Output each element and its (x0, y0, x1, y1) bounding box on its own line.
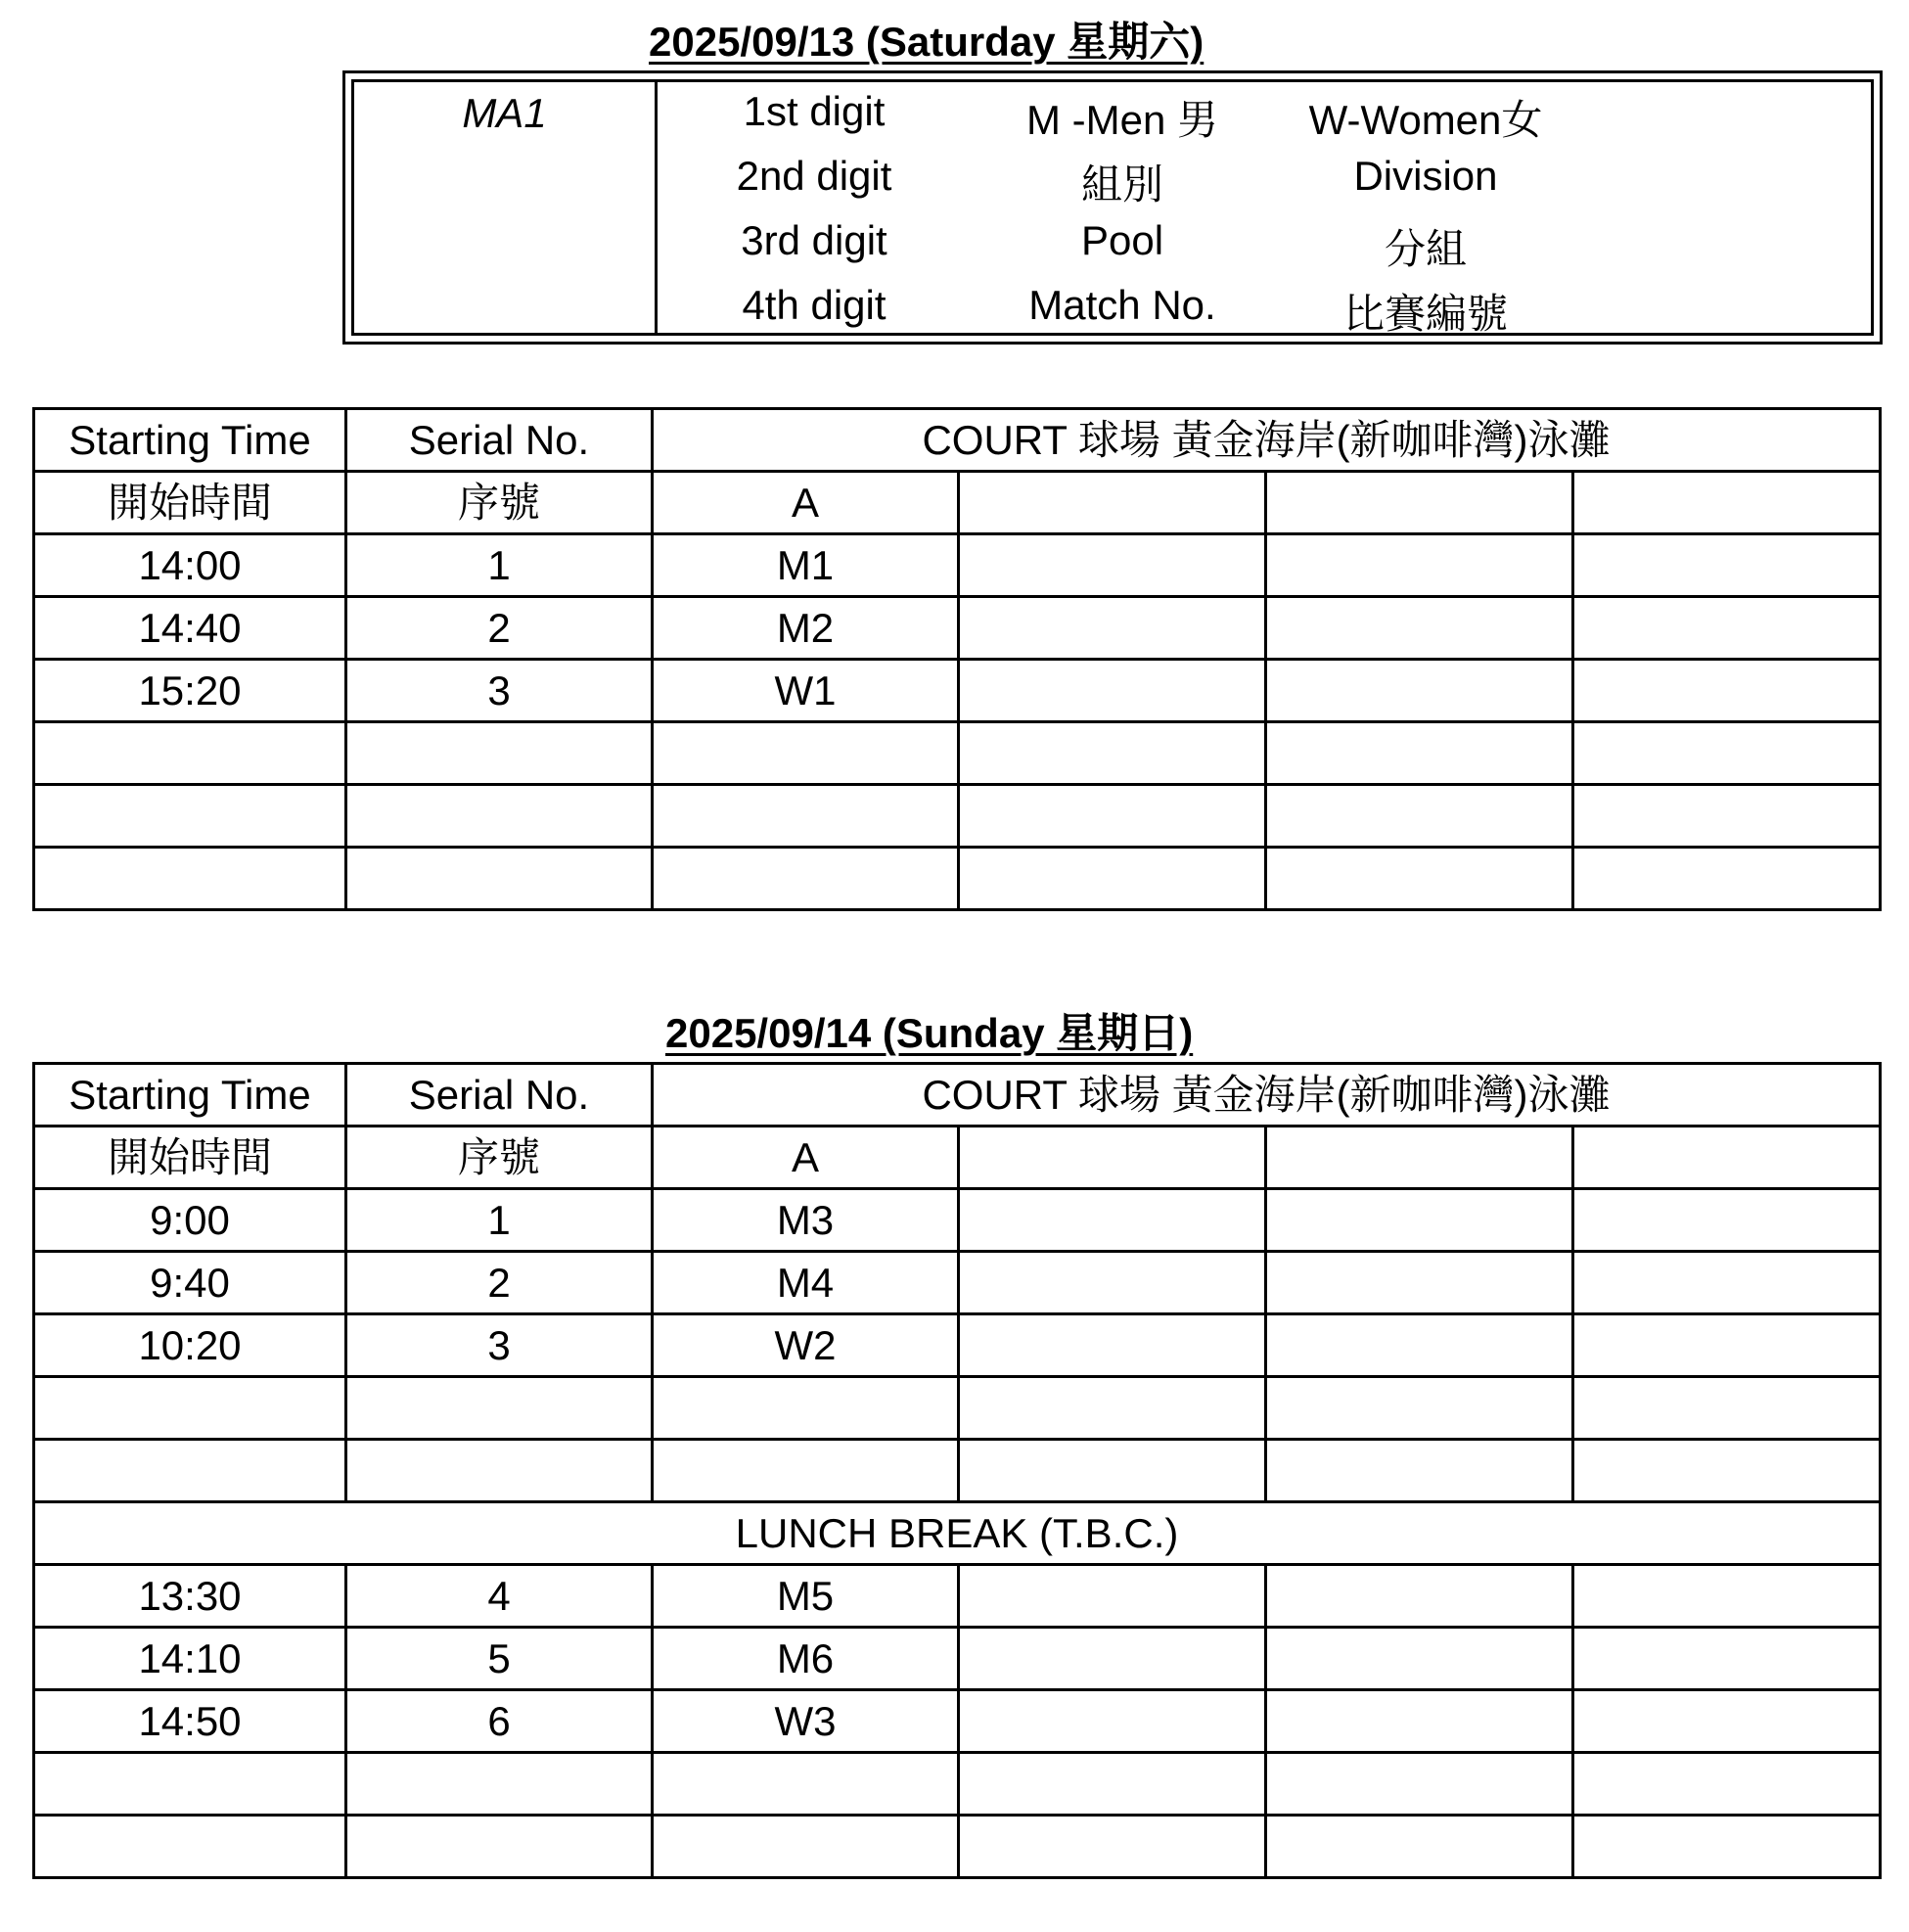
empty-cell (1266, 1377, 1573, 1440)
header-serial-no-zh: 序號 (346, 472, 653, 534)
day1-schedule-table (32, 407, 1882, 911)
header-court: COURT 球場 黃金海岸(新咖啡灣)泳灘 (653, 1064, 1881, 1127)
day2-schedule-table (32, 1062, 1882, 1879)
start-time-cell (34, 1753, 346, 1816)
empty-cell (959, 1440, 1266, 1502)
header-starting-time-zh: 開始時間 (34, 1127, 346, 1189)
empty-cell (1266, 660, 1573, 722)
table-row (34, 1189, 1881, 1252)
start-time-cell (34, 722, 346, 785)
legend-row (658, 211, 1871, 277)
empty-cell (959, 1127, 1266, 1189)
empty-cell (959, 534, 1266, 597)
table-row (34, 534, 1881, 597)
empty-cell (1266, 848, 1573, 910)
code-legend-inner (351, 79, 1874, 336)
match-code-cell: W2 (653, 1314, 959, 1377)
header-row (34, 409, 1881, 472)
empty-cell (1266, 1127, 1573, 1189)
empty-cell (1573, 597, 1881, 660)
match-code-cell (653, 1753, 959, 1816)
serial-no-cell (346, 722, 653, 785)
empty-cell (959, 1377, 1266, 1440)
empty-cell (1266, 534, 1573, 597)
empty-cell (1573, 1690, 1881, 1753)
start-time-cell: 9:00 (34, 1189, 346, 1252)
legend-meaning: 組別 (1080, 161, 1163, 207)
serial-no-cell: 6 (346, 1690, 653, 1753)
table-row (34, 1377, 1881, 1440)
header-court: COURT 球場 黃金海岸(新咖啡灣)泳灘 (653, 409, 1881, 472)
empty-cell (1266, 722, 1573, 785)
header-starting-time: Starting Time (34, 1064, 346, 1127)
table-row (34, 722, 1881, 785)
empty-cell (959, 785, 1266, 848)
day1-title: 2025/09/13 (Saturday 星期六) (649, 19, 1204, 65)
header-row (34, 1064, 1881, 1127)
start-time-cell: 14:00 (34, 534, 346, 597)
start-time-cell (34, 848, 346, 910)
empty-cell (959, 1252, 1266, 1314)
header-serial-no: Serial No. (346, 1064, 653, 1127)
table-row (34, 1440, 1881, 1502)
empty-cell (1266, 1252, 1573, 1314)
empty-cell (959, 1816, 1266, 1878)
legend-meaning-alt: 分組 (1384, 226, 1467, 272)
match-code-cell: W3 (653, 1690, 959, 1753)
empty-cell (1573, 660, 1881, 722)
start-time-cell (34, 785, 346, 848)
serial-no-cell: 1 (346, 534, 653, 597)
empty-cell (959, 1189, 1266, 1252)
match-code-cell: M4 (653, 1252, 959, 1314)
empty-cell (1573, 1314, 1881, 1377)
start-time-cell: 15:20 (34, 660, 346, 722)
match-code-cell (653, 722, 959, 785)
empty-cell (1573, 722, 1881, 785)
empty-cell (1266, 1690, 1573, 1753)
header-row (34, 1127, 1881, 1189)
start-time-cell: 10:20 (34, 1314, 346, 1377)
match-code-cell: M5 (653, 1565, 959, 1628)
legend-meaning: Match No. (1028, 282, 1216, 328)
serial-no-cell: 2 (346, 597, 653, 660)
empty-cell (1573, 785, 1881, 848)
legend-digit: 4th digit (742, 282, 886, 328)
empty-cell (959, 722, 1266, 785)
serial-no-cell (346, 1753, 653, 1816)
table-row (34, 1628, 1881, 1690)
match-code-cell (653, 785, 959, 848)
empty-cell (1573, 1753, 1881, 1816)
empty-cell (1573, 1628, 1881, 1690)
table-row (34, 660, 1881, 722)
empty-cell (1573, 1440, 1881, 1502)
empty-cell (1266, 785, 1573, 848)
legend-meaning: M -Men 男 (1025, 97, 1218, 143)
empty-cell (1266, 1189, 1573, 1252)
serial-no-cell (346, 1816, 653, 1878)
empty-cell (1573, 848, 1881, 910)
empty-cell (1573, 1377, 1881, 1440)
match-code-cell: M2 (653, 597, 959, 660)
day2-morning-rows (34, 1189, 1881, 1502)
legend-row (658, 82, 1871, 148)
start-time-cell (34, 1377, 346, 1440)
empty-cell (959, 1753, 1266, 1816)
empty-cell (1573, 1816, 1881, 1878)
header-row (34, 472, 1881, 534)
empty-cell (959, 1565, 1266, 1628)
empty-cell (959, 660, 1266, 722)
legend-row (658, 276, 1871, 342)
start-time-cell: 14:50 (34, 1690, 346, 1753)
serial-no-cell (346, 785, 653, 848)
legend-meaning-alt: W-Women女 (1308, 97, 1543, 143)
serial-no-cell: 3 (346, 660, 653, 722)
match-code-cell: M1 (653, 534, 959, 597)
empty-cell (959, 597, 1266, 660)
empty-cell (1573, 1252, 1881, 1314)
header-court-a: A (653, 1127, 959, 1189)
lunch-break-row (34, 1502, 1881, 1565)
start-time-cell: 14:10 (34, 1628, 346, 1690)
empty-cell (1266, 1314, 1573, 1377)
header-starting-time: Starting Time (34, 409, 346, 472)
empty-cell (1573, 472, 1881, 534)
empty-cell (1573, 1565, 1881, 1628)
serial-no-cell: 2 (346, 1252, 653, 1314)
table-row (34, 848, 1881, 910)
serial-no-cell: 1 (346, 1189, 653, 1252)
start-time-cell: 9:40 (34, 1252, 346, 1314)
serial-no-cell: 3 (346, 1314, 653, 1377)
serial-no-cell: 4 (346, 1565, 653, 1628)
legend-digit: 2nd digit (736, 153, 892, 199)
header-court-a: A (653, 472, 959, 534)
empty-cell (1266, 472, 1573, 534)
serial-no-cell (346, 1440, 653, 1502)
match-code-cell (653, 1377, 959, 1440)
empty-cell (1266, 1565, 1573, 1628)
empty-cell (1573, 1189, 1881, 1252)
table-row (34, 785, 1881, 848)
header-serial-no-zh: 序號 (346, 1127, 653, 1189)
empty-cell (959, 1314, 1266, 1377)
legend-meaning-alt: Division (1353, 153, 1498, 199)
table-row (34, 1753, 1881, 1816)
day1-rows (34, 534, 1881, 910)
empty-cell (1266, 1628, 1573, 1690)
empty-cell (959, 848, 1266, 910)
serial-no-cell (346, 1377, 653, 1440)
serial-no-cell: 5 (346, 1628, 653, 1690)
empty-cell (1266, 1440, 1573, 1502)
day2-title: 2025/09/14 (Sunday 星期日) (665, 1010, 1194, 1056)
table-row (34, 1314, 1881, 1377)
start-time-cell (34, 1440, 346, 1502)
empty-cell (959, 1690, 1266, 1753)
empty-cell (1573, 534, 1881, 597)
header-starting-time-zh: 開始時間 (34, 472, 346, 534)
match-code-cell (653, 1816, 959, 1878)
start-time-cell (34, 1816, 346, 1878)
legend-digit: 1st digit (743, 88, 886, 134)
legend-meaning: Pool (1080, 217, 1164, 263)
empty-cell (959, 1628, 1266, 1690)
match-code-cell: M3 (653, 1189, 959, 1252)
header-serial-no: Serial No. (346, 409, 653, 472)
day2-afternoon-rows (34, 1565, 1881, 1878)
table-row (34, 1690, 1881, 1753)
start-time-cell: 14:40 (34, 597, 346, 660)
serial-no-cell (346, 848, 653, 910)
table-row (34, 1252, 1881, 1314)
match-code-cell (653, 848, 959, 910)
empty-cell (1266, 597, 1573, 660)
table-row (34, 1816, 1881, 1878)
legend-row (658, 147, 1871, 212)
lunch-break-label: LUNCH BREAK (T.B.C.) (34, 1502, 1881, 1565)
empty-cell (1573, 1127, 1881, 1189)
table-row (34, 1565, 1881, 1628)
legend-example-code: MA1 (462, 90, 547, 136)
empty-cell (1266, 1816, 1573, 1878)
legend-digit: 3rd digit (741, 217, 887, 263)
empty-cell (1266, 1753, 1573, 1816)
legend-meaning-alt: 比賽編號 (1342, 291, 1508, 337)
start-time-cell: 13:30 (34, 1565, 346, 1628)
match-code-cell: M6 (653, 1628, 959, 1690)
match-code-cell (653, 1440, 959, 1502)
empty-cell (959, 472, 1266, 534)
table-row (34, 597, 1881, 660)
match-code-cell: W1 (653, 660, 959, 722)
code-legend-box (342, 70, 1883, 345)
